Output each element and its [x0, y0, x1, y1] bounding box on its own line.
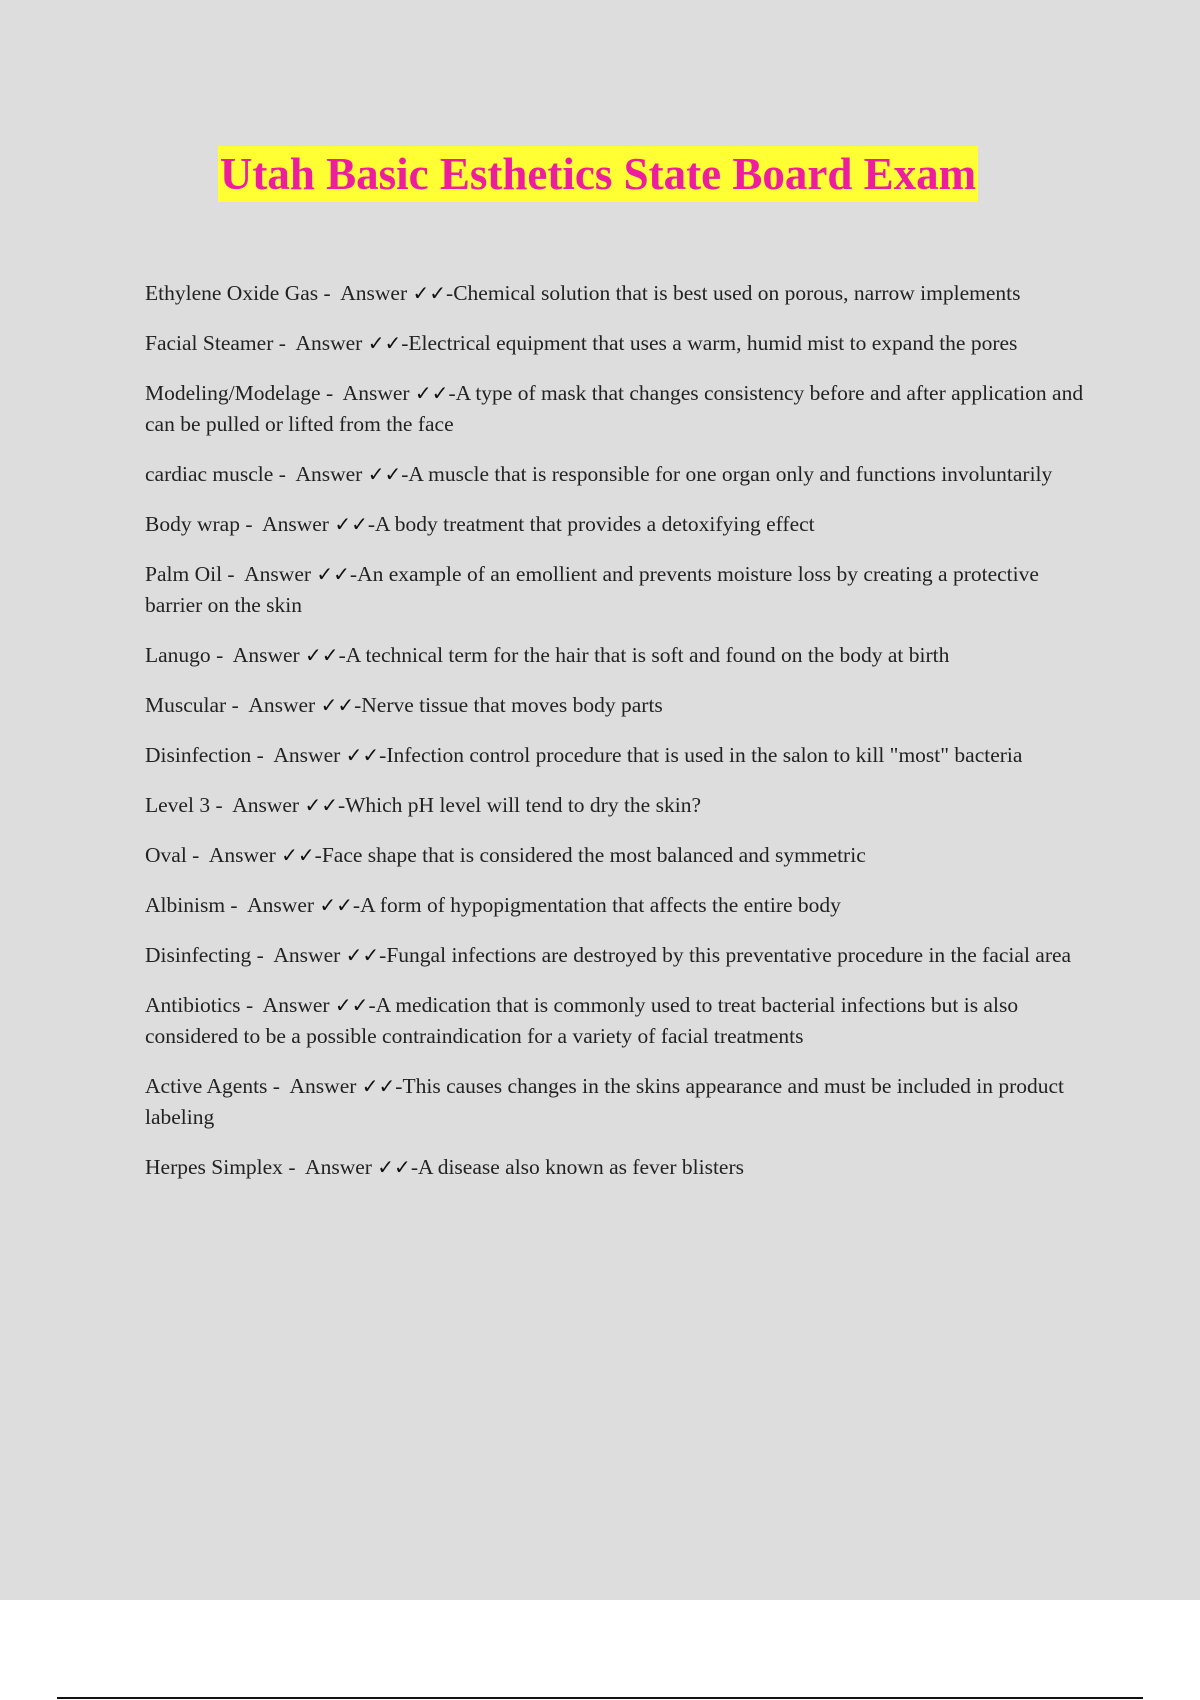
footer-divider — [57, 1697, 1143, 1699]
double-check-icon: ✓✓ — [345, 943, 380, 967]
qa-definition: A muscle that is responsible for one organ only and functions involuntarily — [408, 462, 1053, 486]
double-check-icon: ✓✓ — [281, 843, 315, 867]
double-check-icon: ✓✓ — [334, 512, 368, 536]
qa-term: Palm Oil — [145, 562, 223, 586]
qa-item — [145, 940, 1090, 971]
qa-definition: A technical term for the hair that is soft and found on the body at birth — [345, 643, 950, 667]
qa-item — [145, 990, 1090, 1052]
term-separator: - — [273, 462, 296, 486]
qa-item — [145, 1152, 1090, 1183]
term-separator: - — [240, 993, 263, 1017]
definition-dash: - — [368, 993, 376, 1017]
answer-label: Answer — [295, 331, 363, 355]
term-separator: - — [282, 1155, 306, 1179]
qa-term: Ethylene Oxide Gas — [145, 281, 319, 305]
answer-label: Answer — [273, 743, 341, 767]
term-separator: - — [239, 512, 263, 536]
qa-term: Oval — [145, 843, 187, 867]
definition-dash: - — [401, 331, 409, 355]
definition-dash: - — [354, 693, 362, 717]
qa-item — [145, 640, 1090, 671]
qa-term: Modeling/Modelage — [145, 381, 321, 405]
answer-label: Answer — [208, 843, 276, 867]
answer-label: Answer — [340, 281, 408, 305]
qa-definition: Chemical solution that is best used on porous, narrow implements — [453, 281, 1021, 305]
double-check-icon: ✓✓ — [345, 743, 380, 767]
qa-definition: Infection control procedure that is used in the salon to kill "most" bacteria — [386, 743, 1023, 767]
qa-item — [145, 790, 1090, 821]
qa-definition: A body treatment that provides a detoxifying effect — [375, 512, 815, 536]
qa-term: Active Agents — [145, 1074, 268, 1098]
double-check-icon: ✓✓ — [414, 381, 449, 405]
answer-label: Answer — [248, 693, 316, 717]
qa-definition: Which pH level will tend to dry the skin? — [345, 793, 701, 817]
double-check-icon: ✓✓ — [367, 331, 402, 355]
qa-definition: Fungal infections are destroyed by this preventative procedure in the facial area — [386, 943, 1072, 967]
answer-label: Answer — [289, 1074, 357, 1098]
definition-dash: - — [401, 462, 409, 486]
definition-dash: - — [379, 743, 387, 767]
qa-item — [145, 840, 1090, 871]
answer-label: Answer — [232, 643, 300, 667]
double-check-icon: ✓✓ — [361, 1074, 396, 1098]
term-separator: - — [210, 793, 233, 817]
qa-item — [145, 278, 1090, 309]
qa-definition: Nerve tissue that moves body parts — [361, 693, 663, 717]
qa-term: Facial Steamer — [145, 331, 274, 355]
definition-dash: - — [446, 281, 454, 305]
definition-dash: - — [314, 843, 322, 867]
qa-term: Herpes Simplex — [145, 1155, 283, 1179]
definition-dash: - — [338, 643, 346, 667]
double-check-icon: ✓✓ — [412, 281, 447, 305]
qa-term: Albinism — [145, 893, 226, 917]
double-check-icon: ✓✓ — [377, 1155, 411, 1179]
definition-dash: - — [410, 1155, 418, 1179]
qa-definition: Face shape that is considered the most balanced and symmetric — [321, 843, 866, 867]
definition-dash: - — [337, 793, 346, 817]
answer-label: Answer — [295, 462, 363, 486]
answer-label: Answer — [247, 893, 315, 917]
double-check-icon: ✓✓ — [316, 562, 350, 586]
qa-definition: A form of hypopigmentation that affects the entire body — [360, 893, 841, 917]
term-separator: - — [320, 381, 343, 405]
qa-term: Disinfecting — [145, 943, 252, 967]
term-separator: - — [186, 843, 209, 867]
term-separator: - — [251, 743, 274, 767]
term-separator: - — [210, 643, 233, 667]
answer-label: Answer — [305, 1155, 372, 1179]
answer-label: Answer — [244, 562, 312, 586]
term-separator: - — [226, 693, 249, 717]
qa-item — [145, 1071, 1090, 1133]
answer-label: Answer — [342, 381, 410, 405]
qa-term: Lanugo — [145, 643, 211, 667]
qa-item — [145, 740, 1090, 771]
answer-label: Answer — [262, 512, 329, 536]
term-separator: - — [318, 281, 341, 305]
qa-item — [145, 890, 1090, 921]
term-separator: - — [273, 331, 296, 355]
qa-definition: A type of mask that changes consistency before and after application and can be pulled or lifted from the face — [145, 381, 1084, 436]
definition-dash: - — [448, 381, 456, 405]
double-check-icon: ✓✓ — [320, 693, 355, 717]
definition-dash: - — [367, 512, 375, 536]
qa-item — [145, 509, 1090, 540]
qa-list — [145, 278, 1090, 1202]
qa-term: Level 3 — [145, 793, 211, 817]
double-check-icon: ✓✓ — [305, 643, 339, 667]
double-check-icon: ✓✓ — [334, 993, 369, 1017]
definition-dash: - — [379, 943, 387, 967]
double-check-icon: ✓✓ — [367, 462, 402, 486]
term-separator: - — [222, 562, 245, 586]
qa-definition: An example of an emollient and prevents moisture loss by creating a protective barrier on the skin — [145, 562, 1039, 617]
answer-label: Answer — [232, 793, 300, 817]
qa-item — [145, 459, 1090, 490]
title-container — [0, 146, 1200, 202]
answer-label: Answer — [273, 943, 341, 967]
qa-item — [145, 378, 1090, 440]
qa-term: Disinfection — [145, 743, 252, 767]
qa-definition: A disease also known as fever blisters — [417, 1155, 744, 1179]
qa-item — [145, 559, 1090, 621]
definition-dash: - — [352, 893, 361, 917]
answer-label: Answer — [262, 993, 330, 1017]
term-separator: - — [251, 943, 274, 967]
qa-definition: A medication that is commonly used to treat bacterial infections but is also considered to be a possible contraindication for a variety of facial treatments — [145, 993, 1019, 1048]
qa-definition: This causes changes in the skins appearance and must be included in product labeling — [145, 1074, 1064, 1129]
double-check-icon: ✓✓ — [304, 793, 338, 817]
double-check-icon: ✓✓ — [319, 893, 353, 917]
qa-term: Body wrap — [145, 512, 240, 536]
term-separator: - — [225, 893, 248, 917]
qa-definition: Electrical equipment that uses a warm, humid mist to expand the pores — [408, 331, 1018, 355]
qa-term: Muscular — [145, 693, 227, 717]
definition-dash: - — [349, 562, 358, 586]
term-separator: - — [267, 1074, 290, 1098]
qa-item — [145, 328, 1090, 359]
qa-item — [145, 690, 1090, 721]
qa-term: cardiac muscle — [145, 462, 274, 486]
definition-dash: - — [395, 1074, 403, 1098]
qa-term: Antibiotics — [145, 993, 241, 1017]
document-title: Utah Basic Esthetics State Board Exam — [218, 146, 978, 202]
